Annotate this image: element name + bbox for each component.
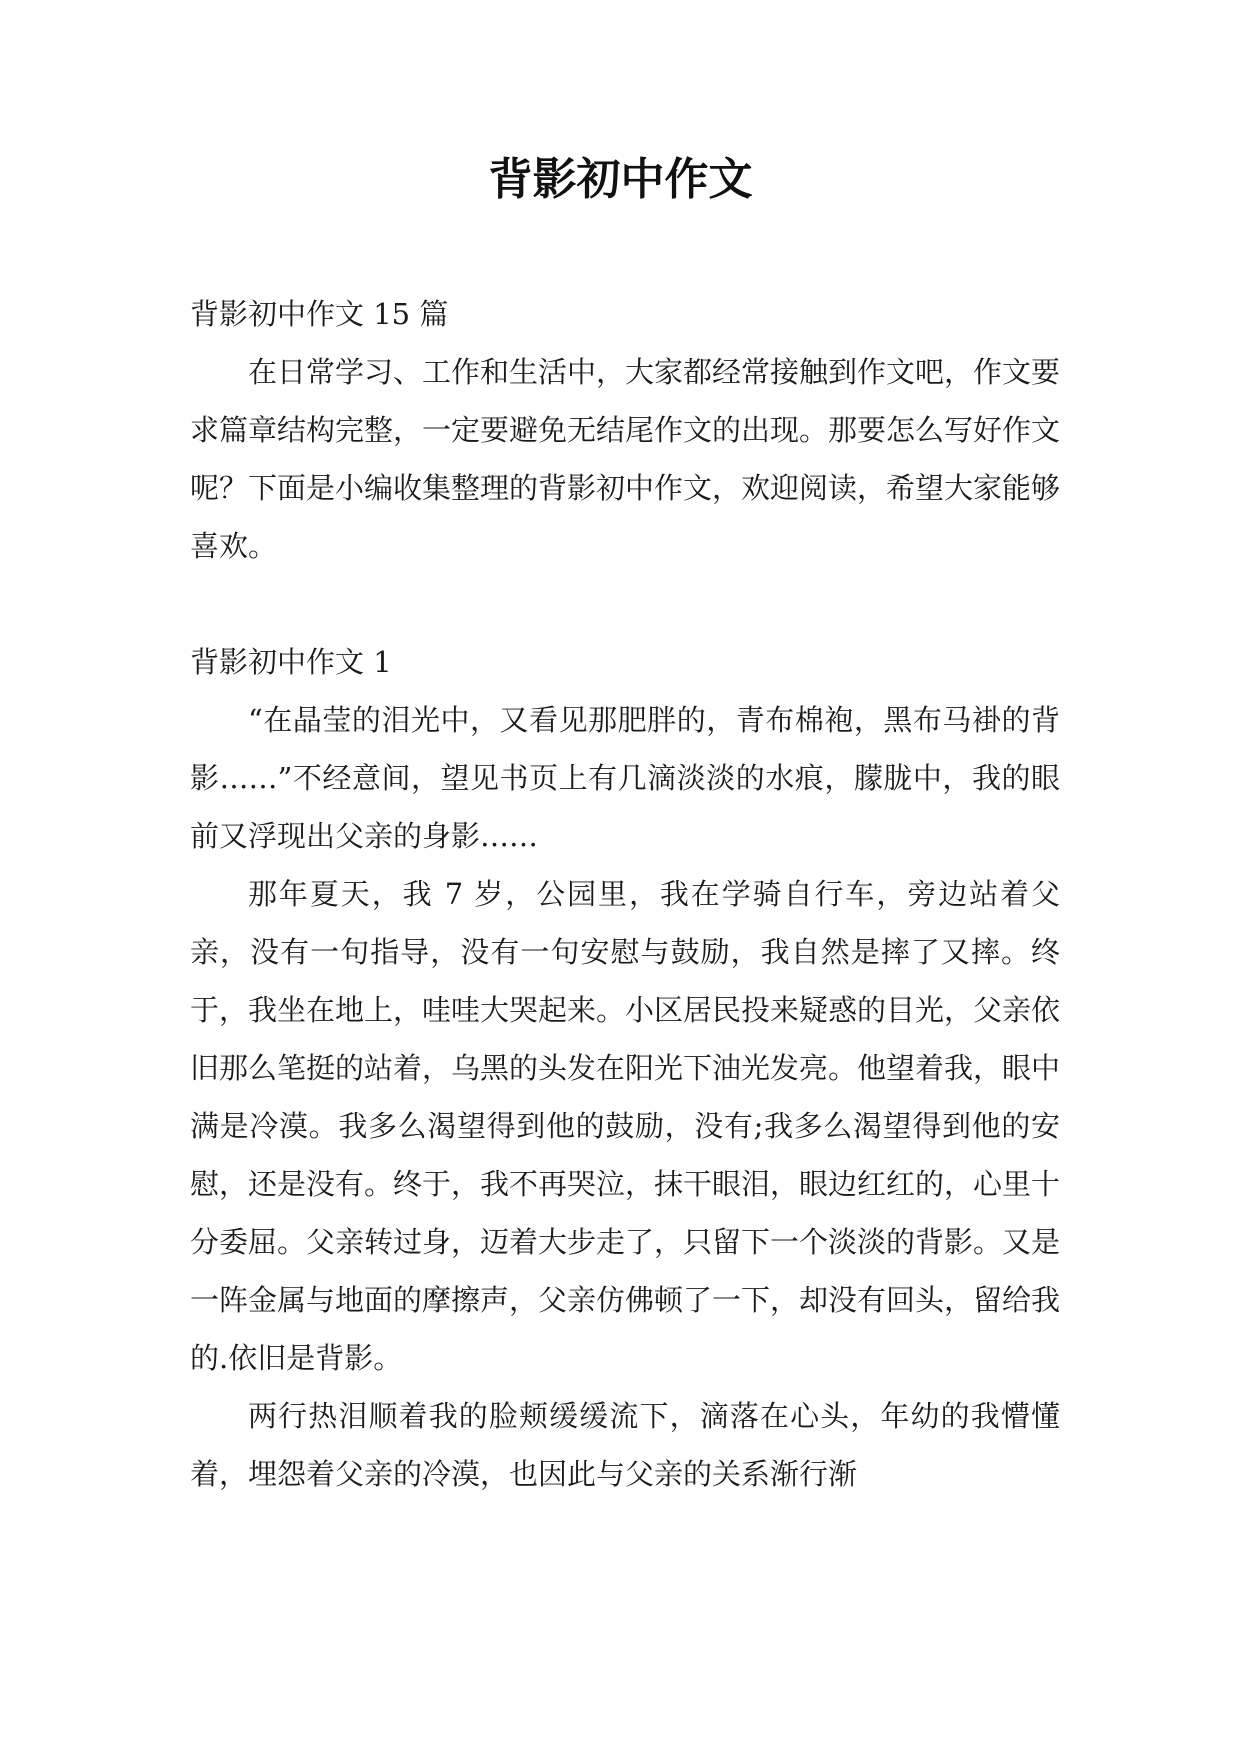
- intro-paragraph: 在日常学习、工作和生活中，大家都经常接触到作文吧，作文要求篇章结构完整，一定要避免无结尾作文的出现。那要怎么写好作文呢？下面是小编收集整理的背影初中作文，欢迎阅读，希望大家能够喜欢。: [190, 355, 1061, 563]
- section-gap: [190, 575, 1060, 633]
- essay-1-paragraph-2: 那年夏天，我 7 岁，公园里，我在学骑自行车，旁边站着父亲，没有一句指导，没有一句安慰与鼓励，我自然是摔了又摔。终于，我坐在地上，哇哇大哭起来。小区居民投来疑惑的目光，父亲依旧那么笔挺的站着，乌黑的头发在阳光下油光发亮。他望着我，眼中满是冷漠。我多么渴望得到他的鼓励，没有;我多么渴望得到他的安慰，还是没有。终于，我不再哭泣，抹干眼泪，眼边红红的，心里十分委屈。父亲转过身，迈着大步走了，只留下一个淡淡的背影。又是一阵金属与地面的摩擦声，父亲仿佛顿了一下，却没有回头，留给我的.依旧是背影。: [190, 877, 1061, 1375]
- essay-1-paragraph-1: “在晶莹的泪光中，又看见那肥胖的，青布棉袍，黑布马褂的背影……”不经意间，望见书页上有几滴淡淡的水痕，朦胧中，我的眼前又浮现出父亲的身影……: [190, 703, 1060, 853]
- document-body: [190, 285, 1060, 1503]
- document-title: 背影初中作文: [488, 154, 753, 205]
- intro-heading: 背影初中作文 15 篇: [190, 297, 449, 331]
- essay-1-paragraph-3: 两行热泪顺着我的脸颊缓缓流下，滴落在心头，年幼的我懵懂着，埋怨着父亲的冷漠，也因此与父亲的关系渐行渐: [190, 1399, 1060, 1491]
- essay-1-heading: 背影初中作文 1: [190, 645, 392, 679]
